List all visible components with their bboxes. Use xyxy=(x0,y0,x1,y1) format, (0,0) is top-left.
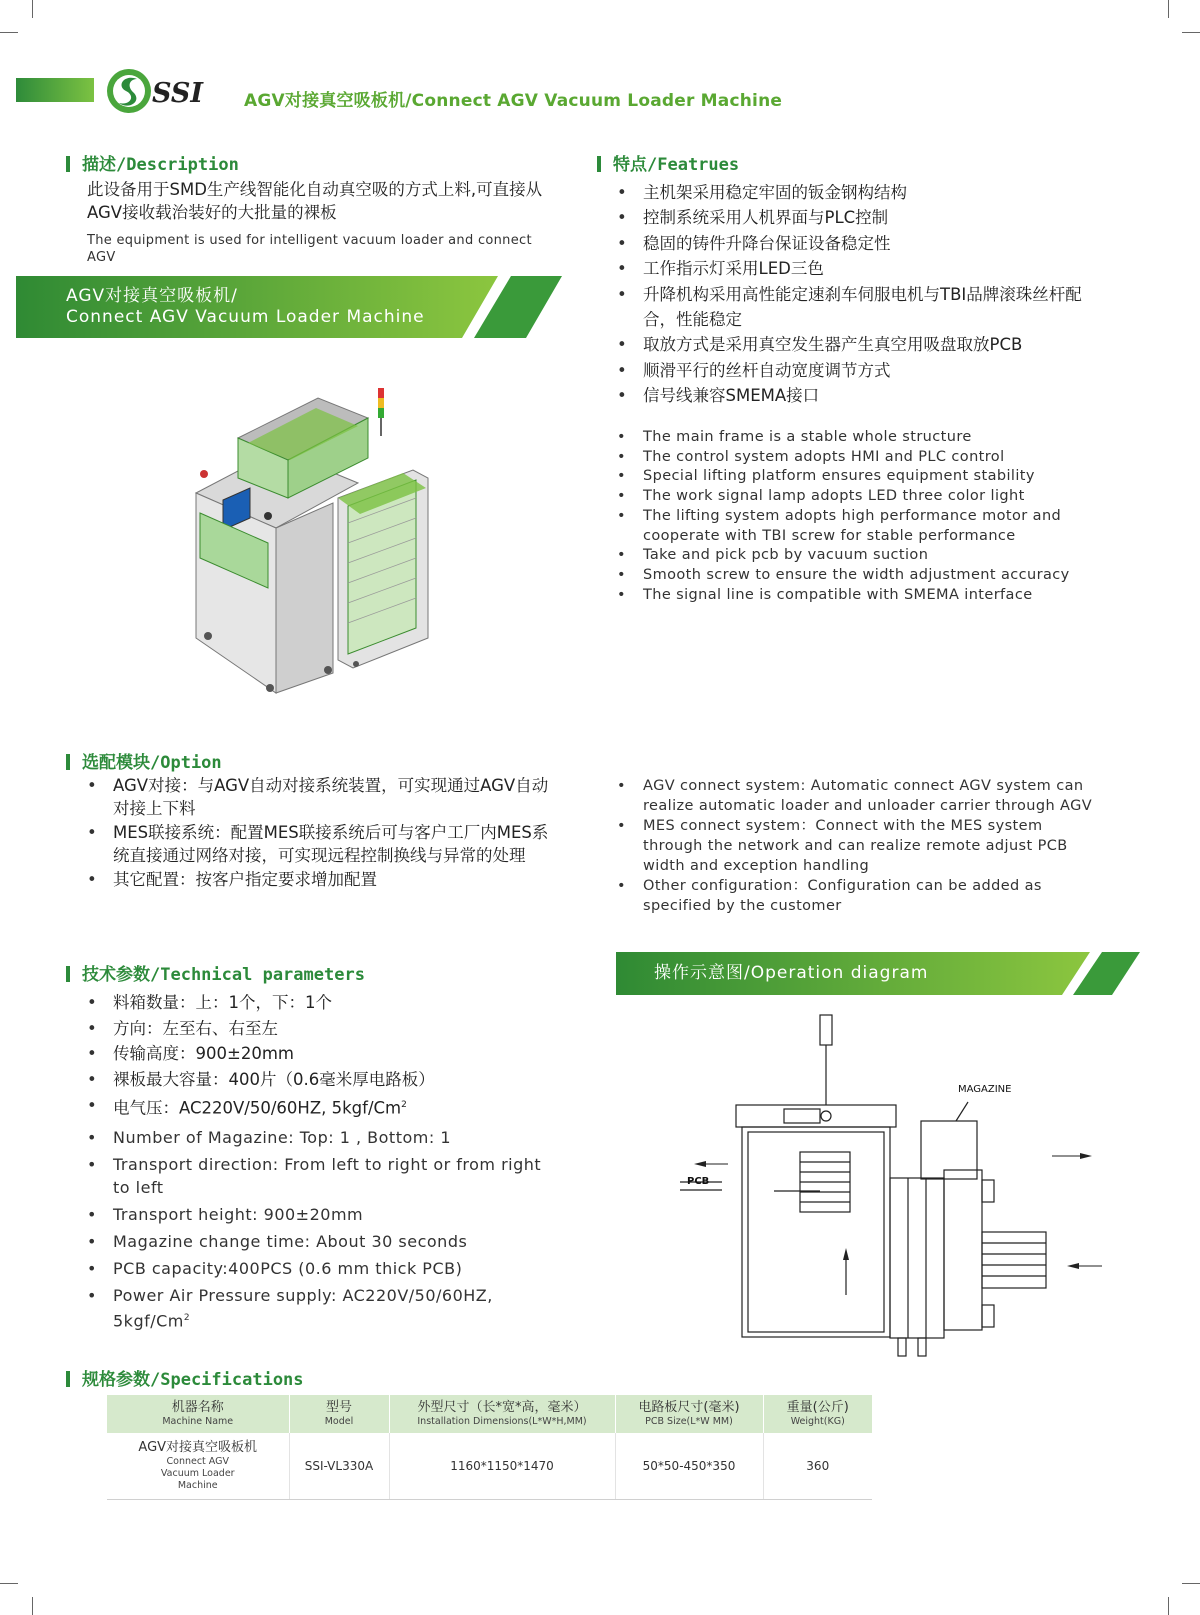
column-header: 机器名称 Machine Name xyxy=(107,1395,289,1433)
list-item: • The signal line is compatible with SMEMA interface xyxy=(617,586,1097,606)
list-item: • 方向：左至右、右至左 xyxy=(87,1016,557,1042)
option-list-cn xyxy=(87,774,557,892)
description-text-cn: 此设备用于SMD生产线智能化自动真空吸的方式上料,可直接从AGV接收载治装好的大批量的裸板 xyxy=(87,180,543,222)
machine-name-cell: AGV对接真空吸板机 Connect AGV Vacuum Loader Machine xyxy=(107,1433,289,1499)
crop-mark xyxy=(1182,1583,1200,1584)
list-item: • Other configuration：Configuration can be added as specified by the customer xyxy=(617,876,1097,916)
features-heading: 特点/Featrues xyxy=(597,150,739,175)
option-list-en xyxy=(617,776,1097,916)
model-cell: SSI-VL330A xyxy=(289,1433,389,1499)
features-list-en xyxy=(617,428,1097,605)
column-header: 重量(公斤) Weight(KG) xyxy=(763,1395,872,1433)
table-row xyxy=(107,1433,872,1499)
list-item: • Power Air Pressure supply: AC220V/50/60HZ, 5kgf/Cm$^2$ xyxy=(87,1284,557,1332)
features-list-cn xyxy=(617,180,1087,409)
list-item: • AGV connect system: Automatic connect AGV system can realize automatic loader and unloader carrier through AGV xyxy=(617,776,1097,816)
list-item: • 控制系统采用人机界面与PLC控制 xyxy=(617,205,1087,230)
option-heading: 选配模块/Option xyxy=(66,748,222,773)
description-text-en: The equipment is used for intelligent vacuum loader and connect AGV xyxy=(87,233,532,265)
specifications-table xyxy=(107,1395,872,1500)
list-item: • MES联接系统：配置MES联接系统后可与客户工厂内MES系统直接通过网络对接，可实现远程控制换线与异常的处理 xyxy=(87,821,557,867)
column-header: 外型尺寸（长*宽*高，毫米） Installation Dimensions(L*W*H,MM) xyxy=(389,1395,615,1433)
pcb-label: PCB xyxy=(687,1176,710,1187)
operation-diagram xyxy=(672,1010,1112,1370)
machine-banner-line2: Connect AGV Vacuum Loader Machine xyxy=(66,307,425,327)
list-item: • Magazine change time: About 30 seconds xyxy=(87,1230,557,1253)
list-item: • MES connect system：Connect with the MES system through the network and can realize remote adjust PCB width and exception handling xyxy=(617,816,1097,876)
list-item: • 传输高度：900±20mm xyxy=(87,1041,557,1067)
list-item: • 电气压：AC220V/50/60HZ, 5kgf/Cm$^2$ xyxy=(87,1093,557,1121)
weight-cell: 360 xyxy=(763,1433,872,1499)
list-item: • 顺滑平行的丝杆自动宽度调节方式 xyxy=(617,358,1087,383)
list-item: • The lifting system adopts high performance motor and cooperate with TBI screw for stable performance xyxy=(617,507,1097,546)
specifications-heading: 规格参数/Specifications xyxy=(66,1365,304,1390)
technical-list-en xyxy=(87,1126,557,1336)
list-item: • The control system adopts HMI and PLC control xyxy=(617,448,1097,468)
list-item: • 料箱数量：上：1个，下：1个 xyxy=(87,990,557,1016)
machine-banner xyxy=(16,276,566,338)
description-heading: 描述/Description xyxy=(66,150,239,175)
machine-banner-line1: AGV对接真空吸板机/ xyxy=(66,286,238,306)
list-item: • 升降机构采用高性能定速刹车伺服电机与TBI品牌滚珠丝杆配合，性能稳定 xyxy=(617,282,1087,333)
machine-illustration xyxy=(188,388,448,718)
list-item: • Number of Magazine: Top: 1 , Bottom: 1 xyxy=(87,1126,557,1149)
list-item: • Transport direction: From left to right or from right to left xyxy=(87,1153,557,1199)
list-item: • Transport height: 900±20mm xyxy=(87,1203,557,1226)
ssi-logo xyxy=(104,66,236,116)
list-item: • 裸板最大容量：400片（0.6毫米厚电路板） xyxy=(87,1067,557,1093)
technical-list-cn xyxy=(87,990,557,1121)
list-item: • 取放方式是采用真空发生器产生真空用吸盘取放PCB xyxy=(617,332,1087,357)
list-item: • The work signal lamp adopts LED three color light xyxy=(617,487,1097,507)
crop-mark xyxy=(0,32,18,33)
list-item: • 稳固的铸件升降台保证设备稳定性 xyxy=(617,231,1087,256)
list-item: • Special lifting platform ensures equipment stability xyxy=(617,467,1097,487)
list-item: • AGV对接：与AGV自动对接系统装置，可实现通过AGV自动对接上下料 xyxy=(87,774,557,820)
brand-name: SSI xyxy=(152,78,204,109)
column-header: 电路板尺寸(毫米) PCB Size(L*W MM) xyxy=(615,1395,763,1433)
list-item: • 其它配置：按客户指定要求增加配置 xyxy=(87,868,557,891)
operation-banner-title: 操作示意图/Operation diagram xyxy=(654,963,929,983)
header-accent-bar xyxy=(16,78,94,102)
dimensions-cell: 1160*1150*1470 xyxy=(389,1433,615,1499)
crop-mark xyxy=(0,1583,18,1584)
list-item: • Take and pick pcb by vacuum suction xyxy=(617,546,1097,566)
list-item: • 主机架采用稳定牢固的钣金钢构结构 xyxy=(617,180,1087,205)
page-title: AGV对接真空吸板机/Connect AGV Vacuum Loader Machine xyxy=(244,91,783,111)
list-item: • The main frame is a stable whole structure xyxy=(617,428,1097,448)
crop-mark xyxy=(1168,0,1169,18)
magazine-label: MAGAZINE xyxy=(958,1084,1012,1095)
list-item: • 工作指示灯采用LED三色 xyxy=(617,256,1087,281)
operation-banner xyxy=(616,952,1141,995)
crop-mark xyxy=(32,1597,33,1615)
crop-mark xyxy=(32,0,33,18)
list-item: • Smooth screw to ensure the width adjustment accuracy xyxy=(617,566,1097,586)
crop-mark xyxy=(1168,1597,1169,1615)
crop-mark xyxy=(1182,32,1200,33)
pcb-size-cell: 50*50-450*350 xyxy=(615,1433,763,1499)
column-header: 型号 Model xyxy=(289,1395,389,1433)
list-item: • 信号线兼容SMEMA接口 xyxy=(617,383,1087,408)
list-item: • PCB capacity:400PCS (0.6 mm thick PCB) xyxy=(87,1257,557,1280)
table-header-row xyxy=(107,1395,872,1433)
technical-heading: 技术参数/Technical parameters xyxy=(66,960,365,985)
